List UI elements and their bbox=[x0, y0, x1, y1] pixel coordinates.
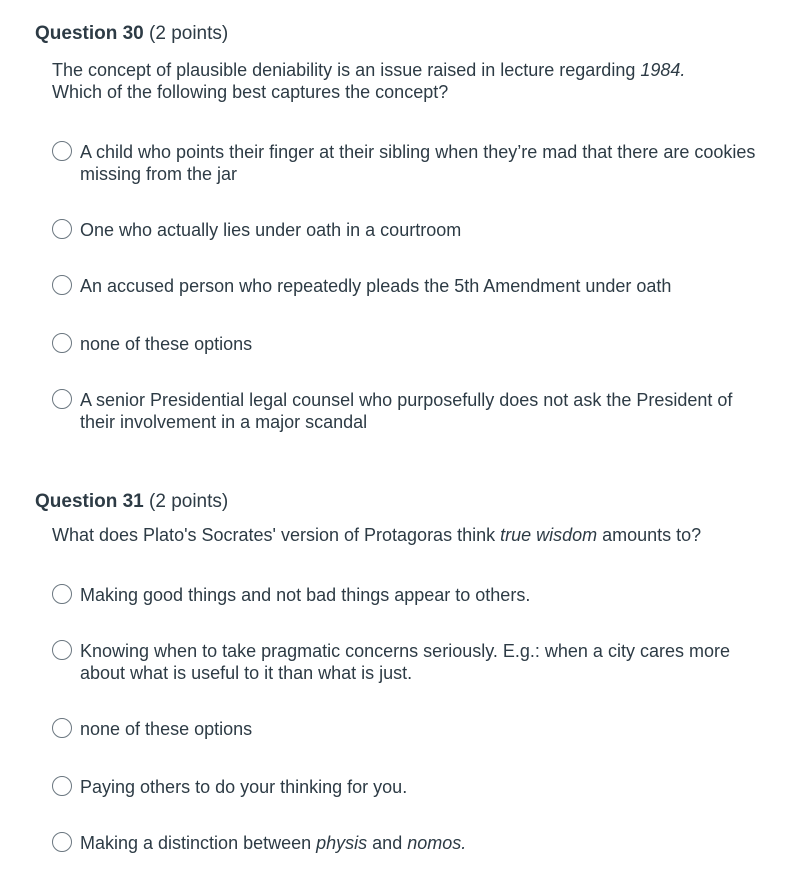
answer-option-label: none of these options bbox=[80, 334, 253, 354]
question-header bbox=[35, 22, 228, 46]
radio-button[interactable] bbox=[52, 141, 72, 161]
answer-option[interactable] bbox=[52, 584, 772, 606]
question-points: (2 points) bbox=[149, 491, 229, 512]
radio-button[interactable] bbox=[52, 640, 72, 660]
answer-option[interactable] bbox=[52, 333, 772, 355]
radio-button[interactable] bbox=[52, 718, 72, 738]
answer-option-label: Paying others to do your thinking for you. bbox=[80, 777, 408, 797]
radio-button[interactable] bbox=[52, 584, 72, 604]
answer-option[interactable] bbox=[52, 718, 772, 740]
question-header bbox=[35, 490, 228, 514]
answer-option-label: Making good things and not bad things appear to others. bbox=[80, 585, 531, 605]
answer-option-label: One who actually lies under oath in a courtroom bbox=[80, 220, 462, 240]
radio-button[interactable] bbox=[52, 389, 72, 409]
radio-button[interactable] bbox=[52, 275, 72, 295]
radio-button[interactable] bbox=[52, 219, 72, 239]
question-title: Question 31 bbox=[35, 491, 144, 512]
answer-option-label: none of these options bbox=[80, 719, 253, 739]
answer-option-label: A child who points their finger at their sibling when they’re mad that there are cookies missing from the jar bbox=[80, 142, 756, 184]
answer-option[interactable] bbox=[52, 219, 772, 241]
answer-option-label: Knowing when to take pragmatic concerns seriously. E.g.: when a city cares more about what is useful to it than what is just. bbox=[80, 641, 730, 683]
question-points: (2 points) bbox=[149, 23, 229, 44]
question-prompt: What does Plato's Socrates' version of Protagoras think true wisdom amounts to? bbox=[52, 525, 702, 545]
answer-option[interactable] bbox=[52, 389, 772, 433]
question-prompt: The concept of plausible deniability is an issue raised in lecture regarding 1984. Which of the following best captures the concept? bbox=[52, 60, 686, 102]
radio-button[interactable] bbox=[52, 832, 72, 852]
answer-option-label: An accused person who repeatedly pleads the 5th Amendment under oath bbox=[80, 276, 672, 296]
answer-option[interactable] bbox=[52, 832, 772, 854]
question-title: Question 30 bbox=[35, 23, 144, 44]
answer-option[interactable] bbox=[52, 141, 772, 185]
answer-option[interactable] bbox=[52, 776, 772, 798]
answer-option[interactable] bbox=[52, 640, 772, 684]
answer-option-label: Making a distinction between physis and nomos. bbox=[80, 833, 467, 853]
radio-button[interactable] bbox=[52, 333, 72, 353]
answer-option-label: A senior Presidential legal counsel who purposefully does not ask the President of their involvement in a major scandal bbox=[80, 390, 733, 432]
answer-option[interactable] bbox=[52, 275, 772, 297]
radio-button[interactable] bbox=[52, 776, 72, 796]
